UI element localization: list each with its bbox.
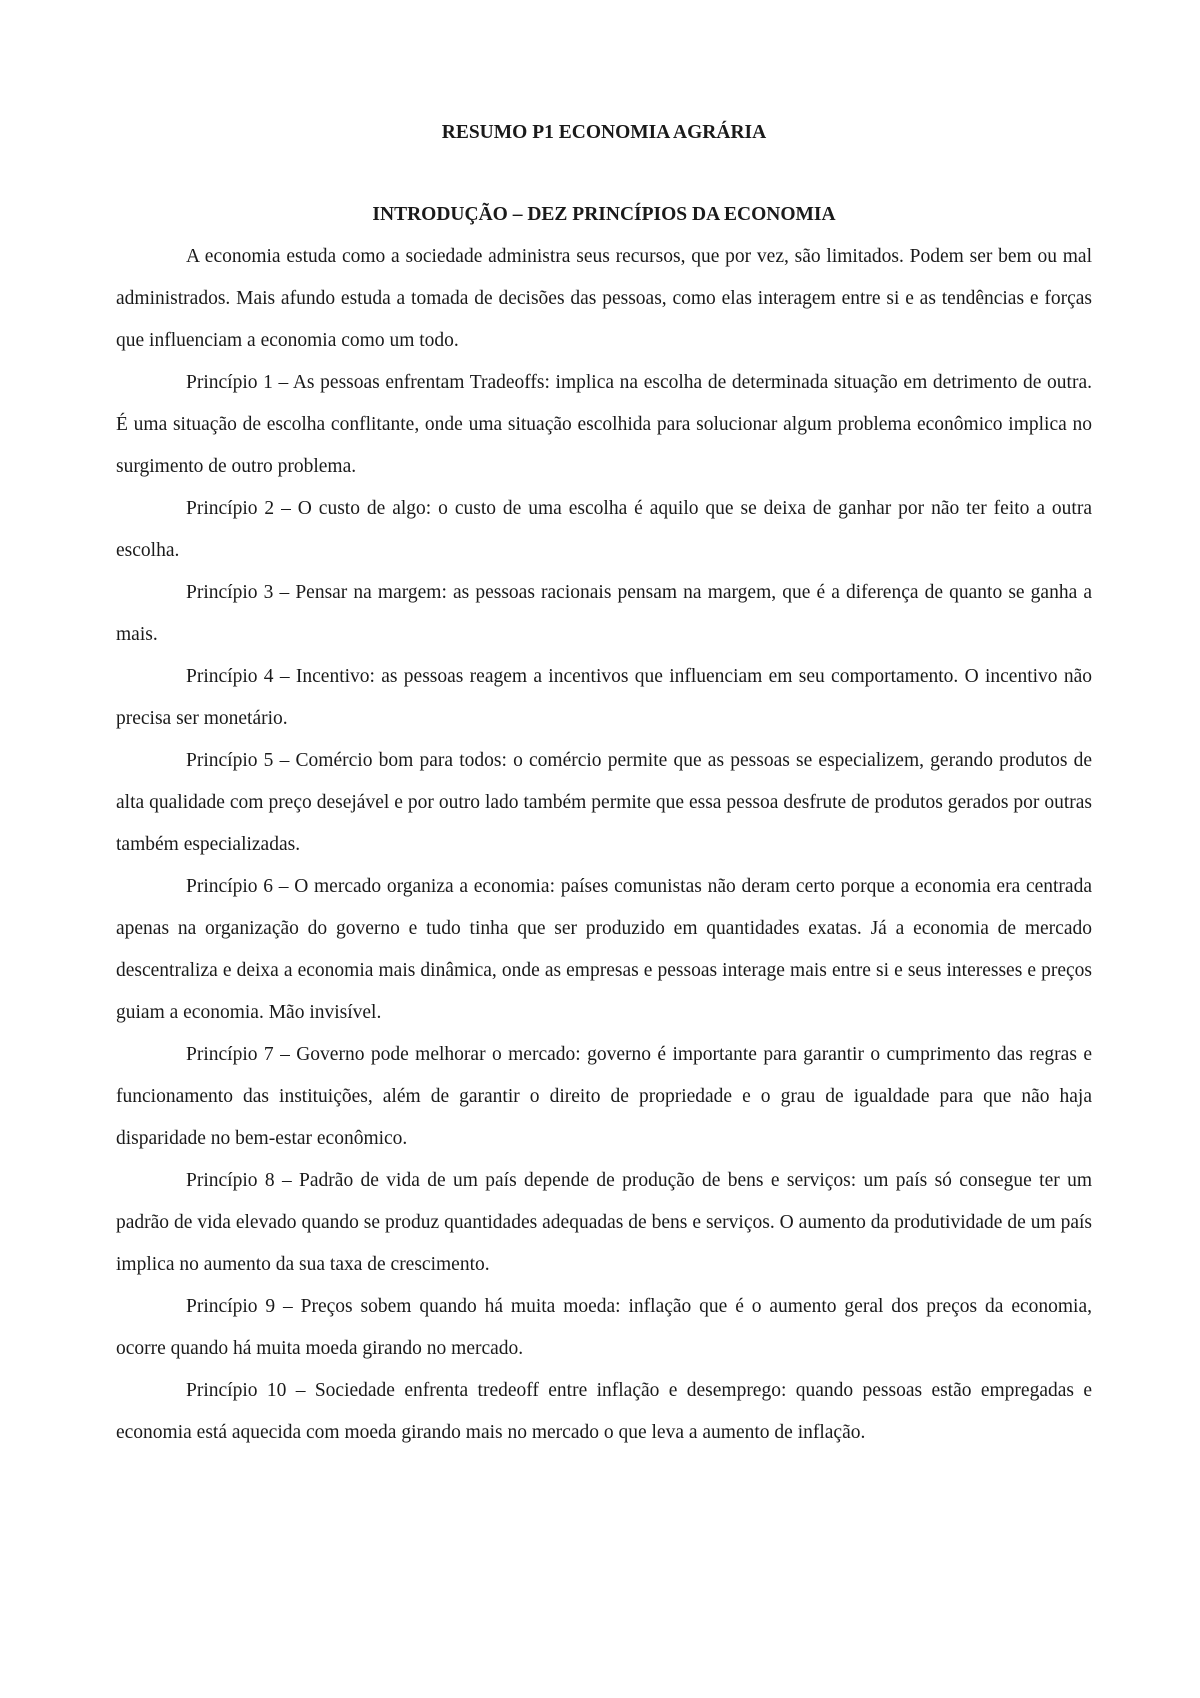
paragraph-principle-8: Princípio 8 – Padrão de vida de um país depende de produção de bens e serviços: um país só consegue ter um padrão de vida elevado quando se produz quantidades adequadas de bens e serviços. O aumento da produtividade de um país implica no aumento da sua taxa de crescimento.: [116, 1170, 1092, 1275]
paragraph-principle-3: Princípio 3 – Pensar na margem: as pessoas racionais pensam na margem, que é a diferença de quanto se ganha a mais.: [116, 582, 1092, 645]
document-body: [116, 112, 1092, 1454]
paragraph-principle-5: Princípio 5 – Comércio bom para todos: o comércio permite que as pessoas se especializem, gerando produtos de alta qualidade com preço desejável e por outro lado também permite que essa pessoa desfrute de produtos gerados por outras também especializadas.: [116, 750, 1092, 855]
document-title: RESUMO P1 ECONOMIA AGRÁRIA: [441, 122, 767, 143]
section-title: INTRODUÇÃO – DEZ PRINCÍPIOS DA ECONOMIA: [372, 204, 836, 225]
paragraph-principle-4: Princípio 4 – Incentivo: as pessoas reagem a incentivos que influenciam em seu comportamento. O incentivo não precisa ser monetário.: [116, 666, 1092, 729]
paragraph-principle-7: Princípio 7 – Governo pode melhorar o mercado: governo é importante para garantir o cumprimento das regras e funcionamento das instituições, além de garantir o direito de propriedade e o grau de igualdade para que não haja disparidade no bem-estar econômico.: [116, 1044, 1092, 1149]
paragraph-intro: A economia estuda como a sociedade administra seus recursos, que por vez, são limitados. Podem ser bem ou mal administrados. Mais afundo estuda a tomada de decisões das pessoas, como elas interagem entre si e as tendências e forças que influenciam a economia como um todo.: [116, 246, 1092, 351]
paragraph-principle-2: Princípio 2 – O custo de algo: o custo de uma escolha é aquilo que se deixa de ganhar por não ter feito a outra escolha.: [116, 498, 1092, 561]
paragraph-principle-1: Princípio 1 – As pessoas enfrentam Tradeoffs: implica na escolha de determinada situação em detrimento de outra. É uma situação de escolha conflitante, onde uma situação escolhida para solucionar algum problema econômico implica no surgimento de outro problema.: [116, 372, 1092, 477]
paragraph-principle-10: Princípio 10 – Sociedade enfrenta tredeoff entre inflação e desemprego: quando pessoas estão empregadas e economia está aquecida com moeda girando mais no mercado o que leva a aumento de inflação.: [116, 1380, 1092, 1443]
paragraph-principle-6: Princípio 6 – O mercado organiza a economia: países comunistas não deram certo porque a economia era centrada apenas na organização do governo e tudo tinha que ser produzido em quantidades exatas. Já a economia de mercado descentraliza e deixa a economia mais dinâmica, onde as empresas e pessoas interage mais entre si e seus interesses e preços guiam a economia. Mão invisível.: [116, 876, 1092, 1023]
paragraph-principle-9: Princípio 9 – Preços sobem quando há muita moeda: inflação que é o aumento geral dos preços da economia, ocorre quando há muita moeda girando no mercado.: [116, 1296, 1092, 1359]
